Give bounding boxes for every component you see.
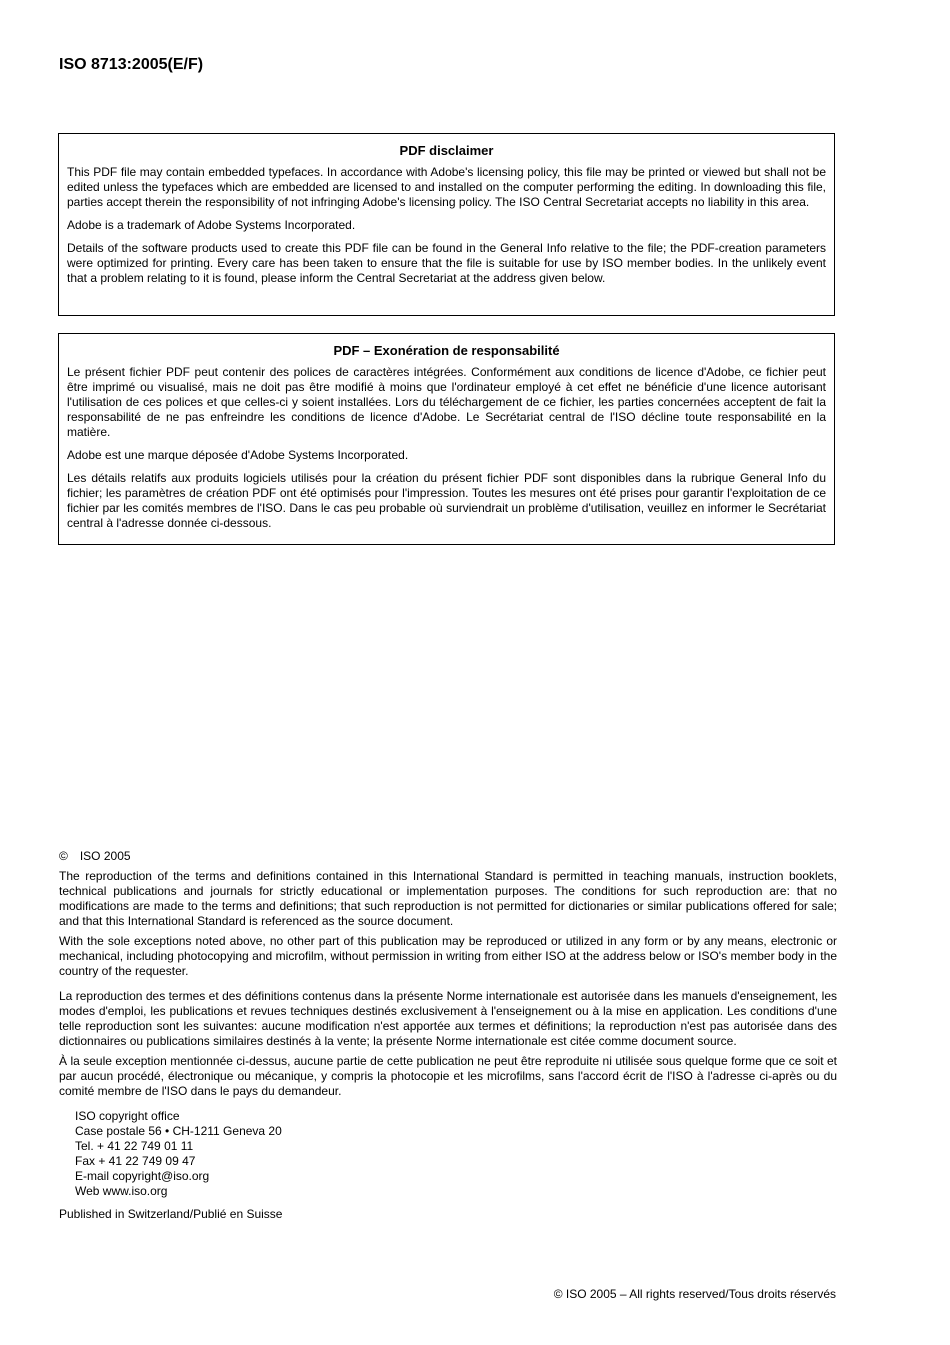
disclaimer-title-en: PDF disclaimer bbox=[399, 143, 494, 158]
copyright-year: ISO 2005 bbox=[79, 849, 131, 863]
document-code: ISO 8713:2005(E/F) bbox=[59, 56, 204, 73]
disclaimer-title-fr: PDF – Exonération de responsabilité bbox=[333, 343, 560, 358]
copyright-paragraph: The reproduction of the terms and definitions contained in this International Standard is permitted in teaching manuals, instruction booklets, technical publications and journals for strictly educational or implementation purposes. The conditions for such reproduction are: that no modifications are made to the terms and definitions; that such reproduction is not permitted for dictionaries or similar publications offered for sale; and that this International Standard is referenced as the source document. bbox=[59, 869, 837, 928]
disclaimer-paragraph: Les détails relatifs aux produits logiciels utilisés pour la création du présent fichier PDF sont disponibles dans la rubrique General Info du fichier; les paramètres de création PDF ont été optimisés pour l'impression. Toutes les mesures ont été prises pour garantir l'exploitation de ce fichier par les comités membres de l'ISO. Dans le cas peu probable où surviendrait un problème d'utilisation, veuillez en informer le Secrétariat central à l'adresse donnée ci-dessous. bbox=[67, 471, 826, 530]
copyright-paragraph: À la seule exception mentionnée ci-dessus, aucune partie de cette publication ne peut être reproduite ni utilisée sous quelque forme que ce soit et par aucun procédé, électronique ou mécanique, y compris la photocopie et les microfilms, sans l'accord écrit de l'ISO à l'adresse ci-après ou du comité membre de l'ISO dans le pays du demandeur. bbox=[59, 1054, 837, 1098]
disclaimer-paragraph: Details of the software products used to create this PDF file can be found in the General Info relative to the file; the PDF-creation parameters were optimized for printing. Every care has been taken to ensure that the file is suitable for use by ISO member bodies. In the unlikely event that a problem relating to it is found, please inform the Central Secretariat at the address given below. bbox=[67, 241, 826, 285]
copyright-office-address bbox=[75, 1109, 837, 1199]
address-fax: Fax + 41 22 749 09 47 bbox=[75, 1154, 196, 1168]
copyright-paragraph: La reproduction des termes et des définitions contenus dans la présente Norme internationale est autorisée dans les manuels d'enseignement, les modes d'emploi, les publications et revues techniques destinés exclusivement à l'enseignement ou à la mise en application. Les conditions d'une telle reproduction sont les suivantes: aucune modification n'est apportée aux termes et définitions; la reproduction n'est pas autorisée dans des dictionnaires ou publications similaires destinés à la vente; la présente Norme internationale est citée comme document source. bbox=[59, 989, 837, 1048]
disclaimer-paragraph: This PDF file may contain embedded typefaces. In accordance with Adobe's licensing policy, this file may be printed or viewed but shall not be edited unless the typefaces which are embedded are licensed to and installed on the computer performing the editing. In downloading this file, parties accept therein the responsibility of not infringing Adobe's licensing policy. The ISO Central Secretariat accepts no liability in this area. bbox=[67, 165, 826, 209]
page-footer: © ISO 2005 – All rights reserved/Tous droits réservés bbox=[553, 1287, 836, 1301]
address-line: ISO copyright office bbox=[75, 1109, 180, 1123]
copyright-symbol: © bbox=[59, 849, 68, 863]
copyright-paragraph: With the sole exceptions noted above, no other part of this publication may be reproduced or utilized in any form or by any means, electronic or mechanical, including photocopying and microfilm, without permission in writing from either ISO at the address below or ISO's member body in the country of the requester. bbox=[59, 934, 837, 978]
address-phone: Tel. + 41 22 749 01 11 bbox=[75, 1139, 194, 1153]
address-web: Web www.iso.org bbox=[75, 1184, 168, 1198]
copyright-line bbox=[59, 849, 837, 864]
pdf-disclaimer-box-fr bbox=[58, 333, 835, 545]
pdf-disclaimer-box-en bbox=[58, 133, 835, 316]
address-email: E-mail copyright@iso.org bbox=[75, 1169, 210, 1183]
disclaimer-paragraph: Adobe is a trademark of Adobe Systems Incorporated. bbox=[67, 218, 356, 232]
disclaimer-paragraph: Adobe est une marque déposée d'Adobe Systems Incorporated. bbox=[67, 448, 409, 462]
copyright-notice bbox=[59, 849, 837, 1222]
disclaimer-paragraph: Le présent fichier PDF peut contenir des polices de caractères intégrées. Conformément aux conditions de licence d'Adobe, ce fichier peut être imprimé ou visualisé, mais ne doit pas être modifié à moins que l'ordinateur employé à cet effet ne bénéficie d'une licence autorisant l'utilisation de ces polices et que celles-ci y soient installées. Lors du téléchargement de ce fichier, les parties concernées acceptent de fait la responsabilité de ne pas enfreindre les conditions de licence d'Adobe. Le Secrétariat central de l'ISO décline toute responsabilité en la matière. bbox=[67, 365, 826, 439]
address-line: Case postale 56 • CH-1211 Geneva 20 bbox=[75, 1124, 282, 1138]
published-in: Published in Switzerland/Publié en Suisse bbox=[59, 1207, 283, 1221]
